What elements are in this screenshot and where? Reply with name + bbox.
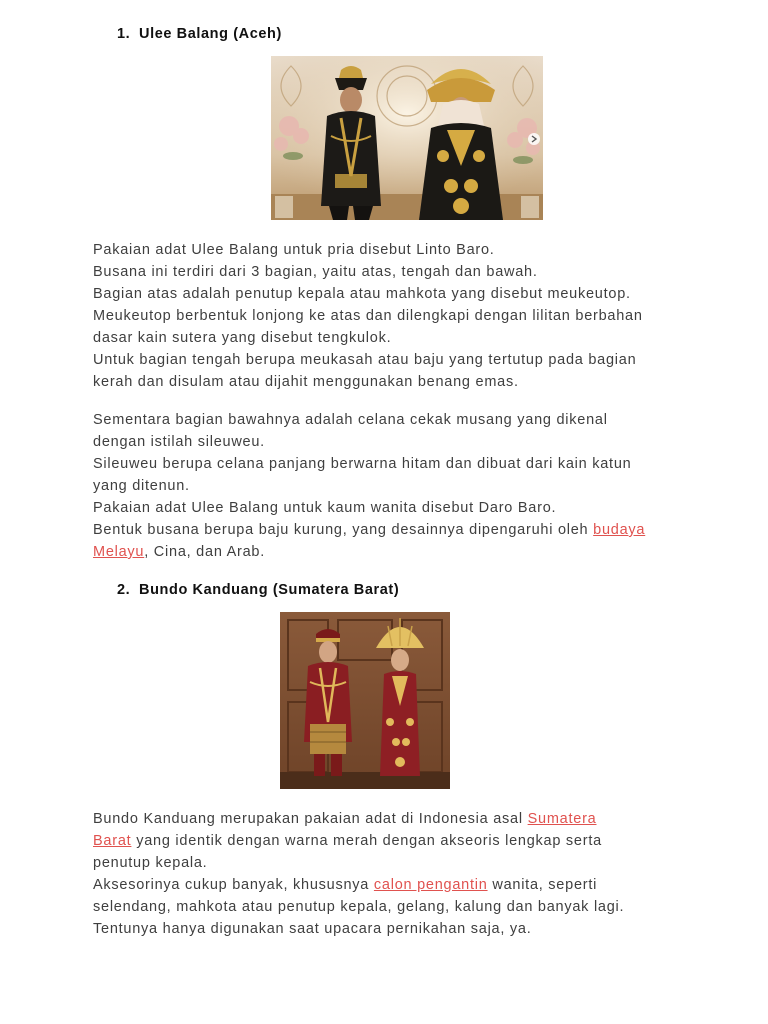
link-calon-pengantin[interactable]: calon pengantin bbox=[373, 877, 488, 893]
paragraph-ulee-balang-1 bbox=[93, 239, 683, 393]
text-line: Pakaian adat Ulee Balang untuk kaum wanita disebut Daro Baro. bbox=[93, 500, 557, 516]
text-line: Untuk bagian tengah berupa meukasah atau baju yang tertutup pada bagian bbox=[93, 352, 637, 368]
text-segment: wanita, seperti bbox=[487, 877, 598, 893]
text-line: Busana ini terdiri dari 3 bagian, yaitu atas, tengah dan bawah. bbox=[93, 264, 538, 280]
text-line bbox=[93, 874, 683, 896]
section-heading-ulee-balang bbox=[117, 26, 282, 42]
text-line bbox=[93, 541, 683, 563]
text-line: Meukeutop berbentuk lonjong ke atas dan dilengkapi dengan lilitan berbahan bbox=[93, 308, 643, 324]
text-line: selendang, mahkota atau penutup kepala, gelang, kalung dan banyak lagi. bbox=[93, 899, 625, 915]
text-line: Pakaian adat Ulee Balang untuk pria disebut Linto Baro. bbox=[93, 242, 495, 258]
text-line: Sementara bagian bawahnya adalah celana cekak musang yang dikenal bbox=[93, 412, 608, 428]
text-segment: , Cina, dan Arab. bbox=[144, 544, 266, 560]
heading-text: Ulee Balang (Aceh) bbox=[139, 26, 282, 42]
text-line: Bagian atas adalah penutup kepala atau mahkota yang disebut meukeutop. bbox=[93, 286, 631, 302]
text-segment: Aksesorinya cukup banyak, khususnya bbox=[93, 877, 374, 893]
text-line: penutup kepala. bbox=[93, 855, 208, 871]
paragraph-bundo-kanduang bbox=[93, 808, 683, 940]
text-line bbox=[93, 830, 683, 852]
list-number: 2. bbox=[117, 582, 131, 598]
link-sumatera-barat-cont[interactable]: Barat bbox=[93, 833, 132, 849]
text-segment: yang identik dengan warna merah dengan akseoris lengkap serta bbox=[131, 833, 602, 849]
text-line bbox=[93, 808, 683, 830]
heading-text: Bundo Kanduang (Sumatera Barat) bbox=[139, 582, 400, 598]
link-sumatera-barat[interactable]: Sumatera bbox=[527, 811, 597, 827]
text-line: dengan istilah sileuweu. bbox=[93, 434, 265, 450]
text-line: yang ditenun. bbox=[93, 478, 190, 494]
text-line bbox=[93, 519, 683, 541]
text-line: kerah dan disulam atau dijahit menggunakan benang emas. bbox=[93, 374, 519, 390]
text-line: Tentunya hanya digunakan saat upacara pernikahan saja, ya. bbox=[93, 921, 532, 937]
text-line: Sileuweu berupa celana panjang berwarna hitam dan dibuat dari kain katun bbox=[93, 456, 632, 472]
list-number: 1. bbox=[117, 26, 131, 42]
link-budaya-melayu-cont[interactable]: Melayu bbox=[93, 544, 145, 560]
text-segment: Bentuk busana berupa baju kurung, yang desainnya dipengaruhi oleh bbox=[93, 522, 594, 538]
text-line: dasar kain sutera yang disebut tengkulok. bbox=[93, 330, 392, 346]
link-budaya-melayu[interactable]: budaya bbox=[593, 522, 646, 538]
section-heading-bundo-kanduang bbox=[117, 582, 399, 598]
text-segment: Bundo Kanduang merupakan pakaian adat di Indonesia asal bbox=[93, 811, 528, 827]
photo-ulee-balang-couple bbox=[271, 56, 543, 220]
paragraph-ulee-balang-2 bbox=[93, 409, 683, 563]
photo-bundo-kanduang-couple bbox=[280, 612, 450, 789]
